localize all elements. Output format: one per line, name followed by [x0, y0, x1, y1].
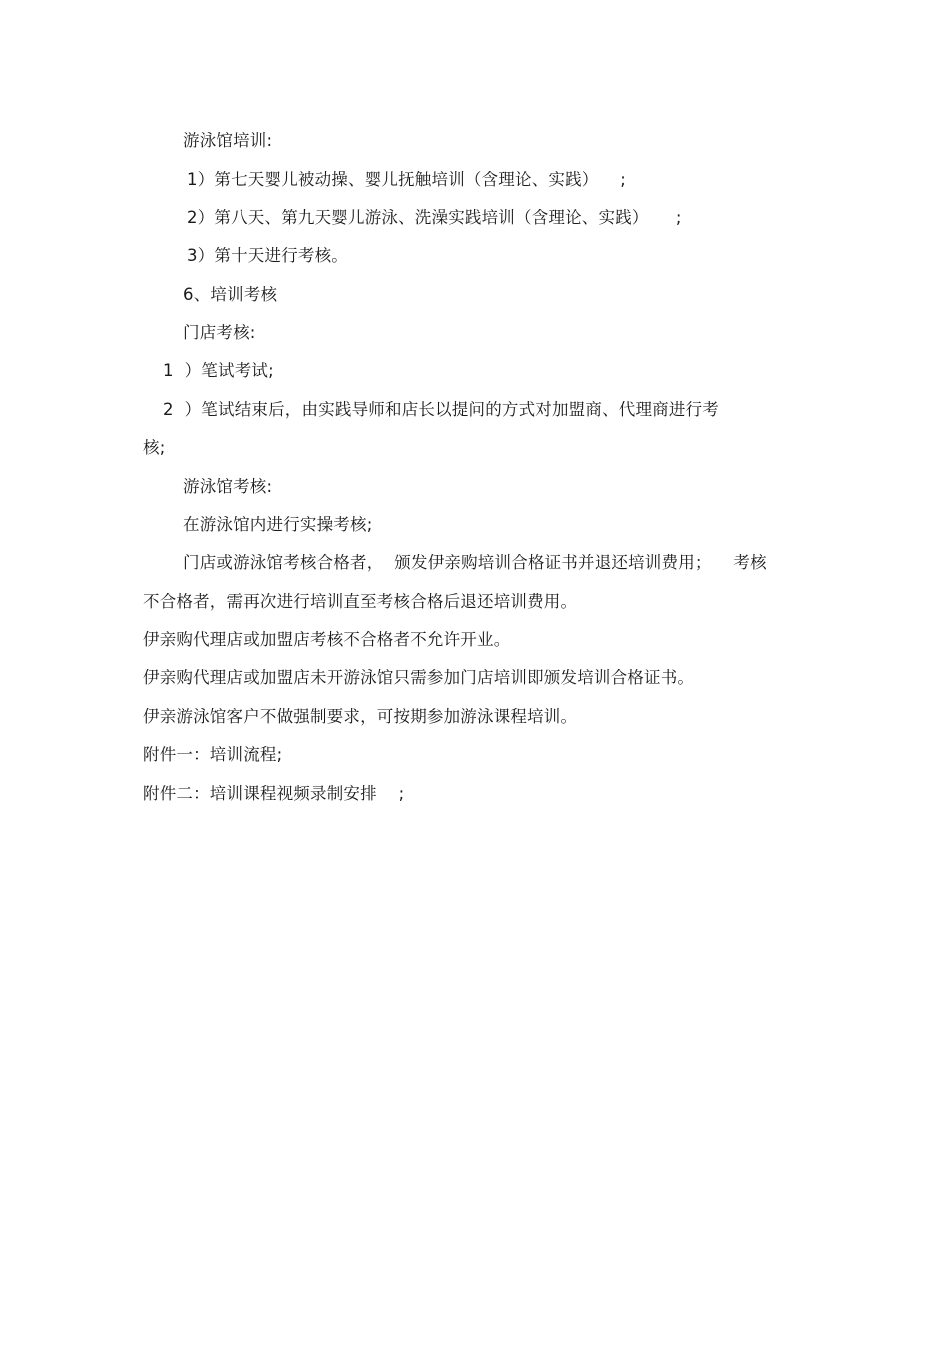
paragraph: 门店或游泳馆考核合格者， 颁发伊亲购培训合格证书并退还培训费用； 考核: [183, 553, 767, 572]
list-item: 1）第七天婴儿被动操、婴儿抚触培训（含理论、实践） ;: [187, 170, 627, 189]
subheading-pool-assessment: 游泳馆考核:: [183, 477, 273, 496]
section-heading-pool-training: 游泳馆培训:: [183, 131, 273, 150]
paragraph: 伊亲购代理店或加盟店未开游泳馆只需参加门店培训即颁发培训合格证书。: [143, 668, 695, 687]
subheading-store-assessment: 门店考核:: [183, 323, 256, 342]
paragraph-continuation: 不合格者，需再次进行培训直至考核合格后退还培训费用。: [143, 592, 578, 611]
attachment-line: 附件二：培训课程视频录制安排 ;: [143, 784, 405, 803]
paragraph: 伊亲购代理店或加盟店考核不合格者不允许开业。: [143, 630, 511, 649]
paragraph: 伊亲游泳馆客户不做强制要求，可按期参加游泳课程培训。: [143, 707, 578, 726]
section-heading-assessment: 6、培训考核: [183, 285, 278, 304]
paragraph: 在游泳馆内进行实操考核;: [183, 515, 373, 534]
attachment-line: 附件一：培训流程;: [143, 745, 283, 764]
list-item: 3）第十天进行考核。: [187, 246, 348, 265]
paragraph-continuation: 核;: [143, 438, 166, 457]
list-item: 2 ）笔试结束后，由实践导师和店长以提问的方式对加盟商、代理商进行考: [163, 400, 719, 419]
list-item: 1 ）笔试考试;: [163, 361, 274, 380]
list-item: 2）第八天、第九天婴儿游泳、洗澡实践培训（含理论、实践） ;: [187, 208, 682, 227]
